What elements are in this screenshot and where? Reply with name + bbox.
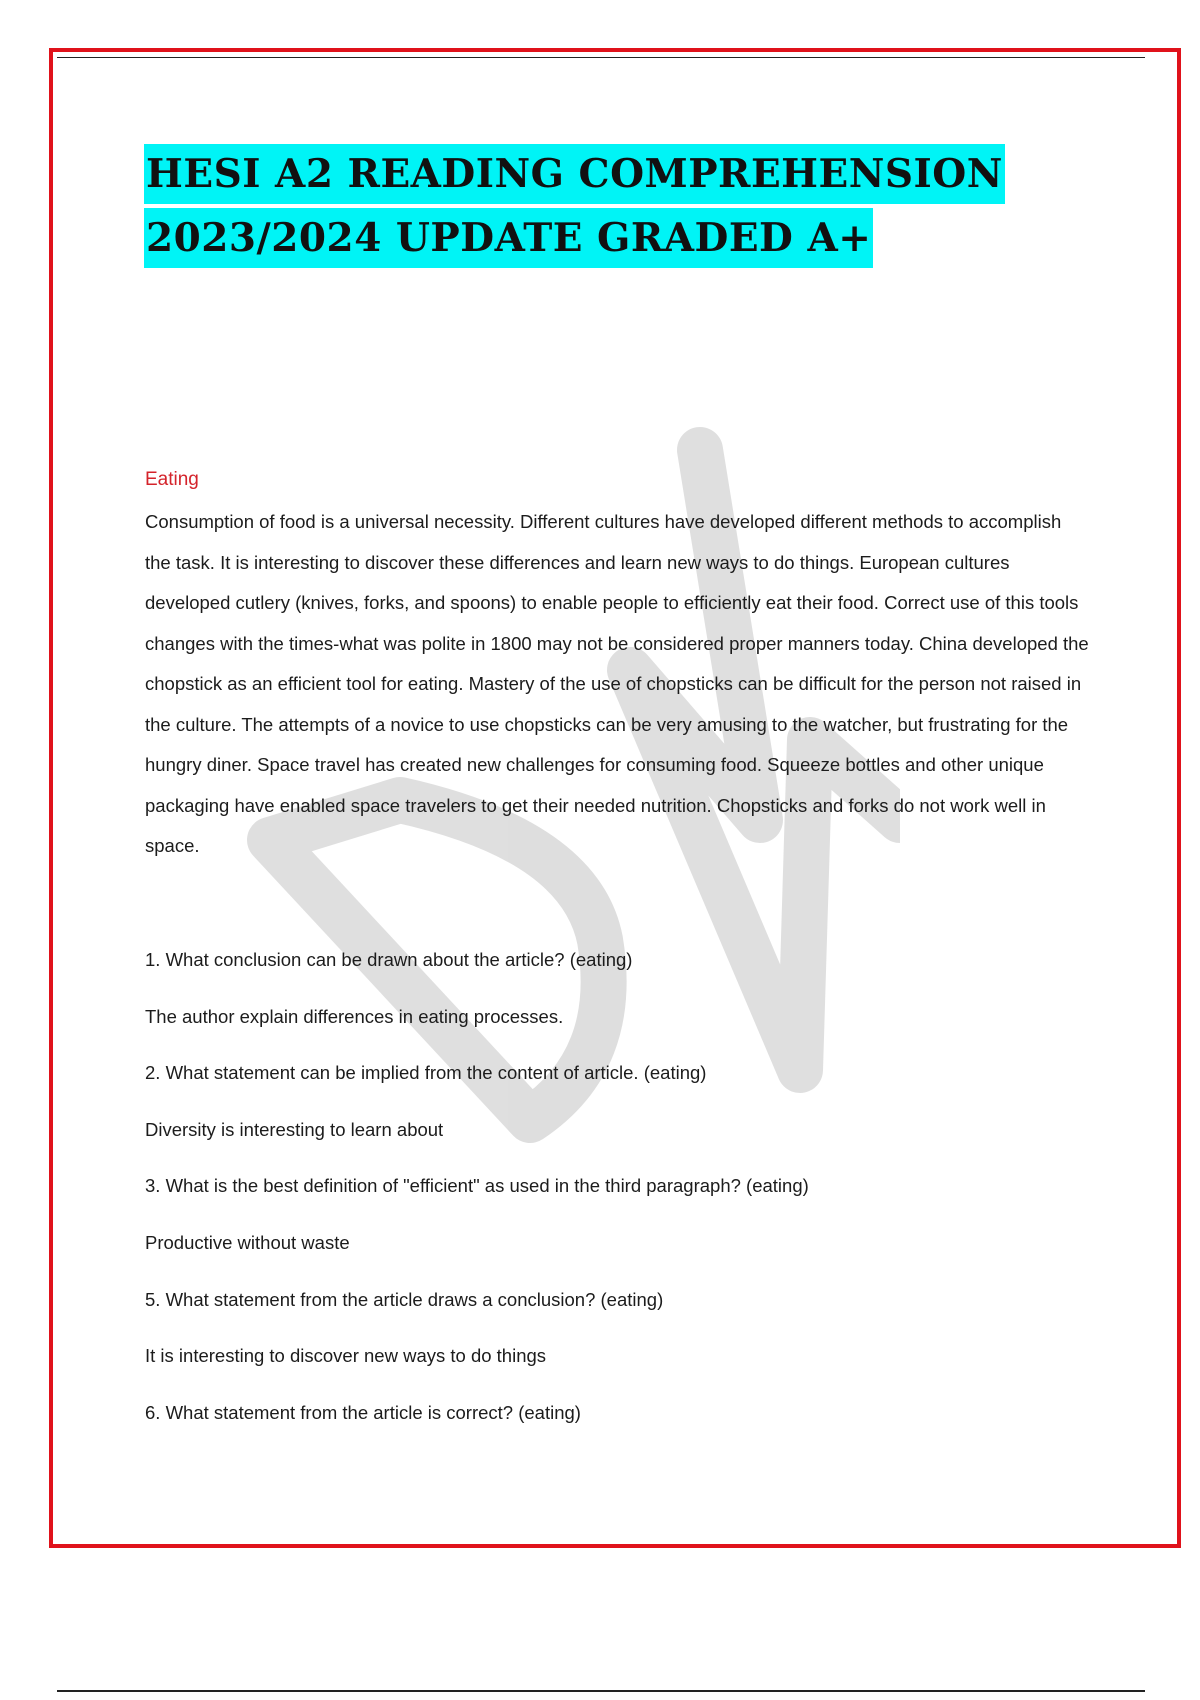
document-title <box>144 144 1044 272</box>
question-1: 1. What conclusion can be drawn about the article? (eating) <box>145 949 633 970</box>
bottom-rule <box>57 1690 1145 1692</box>
question-3: 3. What is the best definition of "efficient" as used in the third paragraph? (eating) <box>145 1175 809 1197</box>
top-rule <box>57 57 1145 58</box>
section-heading: Eating <box>145 469 199 490</box>
answer-1: The author explain differences in eating processes. <box>145 1005 564 1027</box>
title-line-1: HESI A2 READING COMPREHENSION <box>144 144 1005 204</box>
question-5: 5. What statement from the article draws a conclusion? (eating) <box>145 1288 664 1310</box>
answer-2: Diversity is interesting to learn about <box>145 1118 444 1140</box>
passage-section <box>145 468 1090 867</box>
title-line-2: 2023/2024 UPDATE GRADED A+ <box>144 208 873 268</box>
answer-3: Productive without waste <box>145 1231 350 1253</box>
question-answer-list <box>145 947 1090 1456</box>
passage-text: Consumption of food is a universal necessity. Different cultures have developed different methods to accomplish the task. It is interesting to discover these differences and learn new ways to do things. European cultures developed cutlery (knives, forks, and spoons) to enable people to efficiently eat their food. Correct use of this tools changes with the times-what was polite in 1800 may not be considered proper manners today. China developed the chopstick as an efficient tool for eating. Mastery of the use of chopsticks can be difficult for the person not raised in the culture. The attempts of a novice to use chopsticks can be very amusing to the watcher, but frustrating for the hungry diner. Space travel has created new challenges for consuming food. Squeeze bottles and other unique packaging have enabled space travelers to get their needed nutrition. Chopsticks and forks do not work well in space. <box>145 511 1089 856</box>
question-2: 2. What statement can be implied from the content of article. (eating) <box>145 1062 707 1084</box>
question-6: 6. What statement from the article is correct? (eating) <box>145 1401 581 1423</box>
answer-5: It is interesting to discover new ways to do things <box>145 1345 547 1367</box>
